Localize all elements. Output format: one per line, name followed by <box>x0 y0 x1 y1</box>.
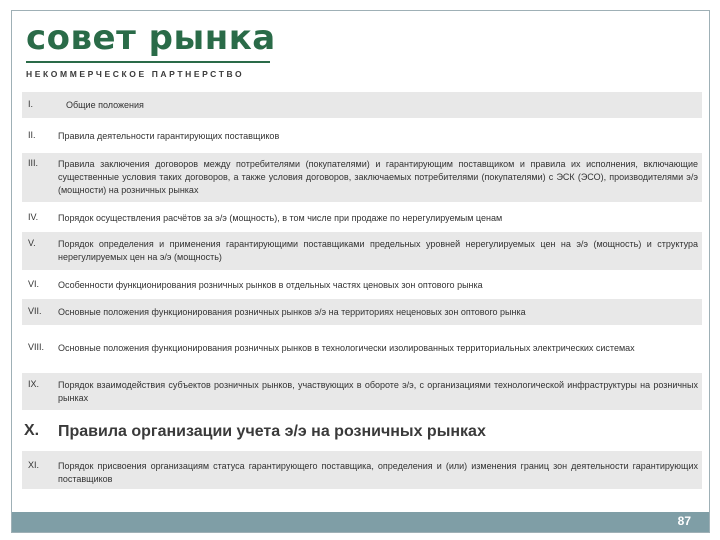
toc-item-number: XI. <box>28 460 40 470</box>
toc-item-text: Порядок взаимодействия субъектов розничных рынков, участвующих в обороте э/э, с организациями технологической инфраструктуры на розничных рынках <box>58 380 698 403</box>
logo-subtitle: НЕКОММЕРЧЕСКОЕ ПАРТНЕРСТВО <box>26 69 245 79</box>
toc-item-number: II. <box>28 130 36 140</box>
toc-item <box>22 373 702 410</box>
logo-underline <box>26 61 270 63</box>
toc-item <box>22 335 702 369</box>
toc-item-number: V. <box>28 238 36 248</box>
toc-item-number: VIII. <box>28 342 45 352</box>
toc-item <box>22 123 702 149</box>
toc-item-text: Правила деятельности гарантирующих поставщиков <box>58 131 280 141</box>
toc-item <box>22 153 702 202</box>
toc-item-text: Правила организации учета э/э на розничных рынках <box>58 423 486 440</box>
toc-item-highlighted <box>22 418 702 448</box>
toc-item-number: VI. <box>28 279 40 289</box>
logo-text: совет рынка <box>26 18 276 58</box>
toc-item-number: IX. <box>28 379 40 389</box>
toc-item-text: Порядок осуществления расчётов за э/э (мощность), в том числе при продаже по нерегулируемым ценам <box>58 213 503 223</box>
toc-item <box>22 232 702 270</box>
toc-item-number: VII. <box>28 306 42 316</box>
toc-item-number: IV. <box>28 212 39 222</box>
toc-item-text: Основные положения функционирования розничных рынков в технологически изолированных территориальных электрических системах <box>58 343 635 353</box>
toc-item-number: X. <box>24 422 40 439</box>
toc-item-text: Правила заключения договоров между потребителями (покупателями) и гарантирующим поставщиком и правила их исполнения, включающие существенные условия таких договоров, а также условия договоров, заключаемых потребителями (покупателями) с ЭСК (ЭСО), производителями э/э (мощности) на розничных рынках <box>58 159 698 195</box>
toc-item-number: I. <box>28 99 34 109</box>
toc-item-text: Основные положения функционирования розничных рынков э/э на территориях неценовых зон оптового рынка <box>58 307 526 317</box>
toc-item <box>22 205 702 230</box>
toc-item-text: Порядок определения и применения гарантирующими поставщиками предельных уровней нерегулируемых цен на э/э (мощность) и структура нерегулируемых цен на э/э (мощность) <box>58 239 698 262</box>
toc-item-text: Особенности функционирования розничных рынков в отдельных частях ценовых зон оптового рынка <box>58 280 483 290</box>
footer-bar <box>12 512 709 532</box>
toc-item <box>22 92 702 118</box>
toc-item <box>22 273 702 298</box>
toc-item-text: Общие положения <box>66 100 144 110</box>
toc-item <box>22 451 702 489</box>
toc-item-text: Порядок присвоения организациям статуса гарантирующего поставщика, определения и (или) изменения границ зон деятельности гарантирующих поставщиков <box>58 461 698 484</box>
toc-item <box>22 299 702 325</box>
page-number: 87 <box>677 514 691 528</box>
toc-item-number: III. <box>28 158 39 168</box>
